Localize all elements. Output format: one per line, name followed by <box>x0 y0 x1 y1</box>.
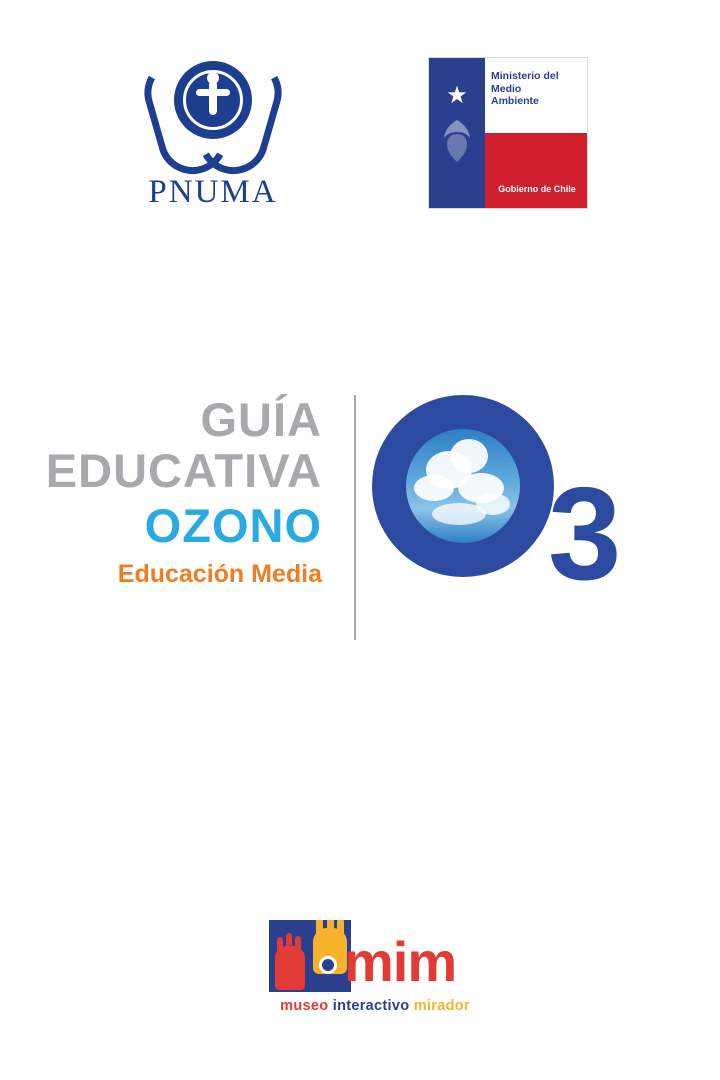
ministerio-title-line2: Medio <box>491 82 522 95</box>
ministerio-title <box>491 70 585 108</box>
top-logos-row <box>0 50 720 220</box>
ozone-subscript-three: 3 <box>548 460 622 607</box>
sky-clouds-photo <box>406 429 520 543</box>
pnuma-logo <box>133 55 293 215</box>
title-line-guia: GUÍA <box>200 393 322 446</box>
flag-blue-band <box>429 58 485 208</box>
ministerio-title-line3: Ambiente <box>491 95 539 107</box>
title-line-ozono: OZONO <box>144 499 322 552</box>
cloud-shape <box>476 493 510 515</box>
mim-logo <box>264 920 484 1030</box>
gobierno-de-chile-label: Gobierno de Chile <box>498 184 576 194</box>
mim-hands-block <box>269 920 351 992</box>
cloud-shape <box>450 439 488 473</box>
cover-title-block <box>0 395 720 665</box>
human-figure-icon <box>209 81 217 115</box>
ozone-letter-o-icon <box>372 395 554 577</box>
globe-icon <box>174 61 252 139</box>
title-line-educativa: EDUCATIVA <box>45 444 322 497</box>
title-subtitle-educacion-media: Educación Media <box>117 560 322 588</box>
mim-tagline <box>266 998 484 1014</box>
vertical-divider <box>354 395 356 640</box>
un-olive-wreath-emblem-icon <box>148 55 278 170</box>
ministerio-medio-ambiente-logo <box>428 57 588 209</box>
mim-tagline-word1: museo <box>280 998 329 1014</box>
mim-tagline-word3: mirador <box>413 998 470 1014</box>
cloud-shape <box>414 475 454 501</box>
red-hand-icon <box>275 946 305 990</box>
title-text-group <box>0 395 340 593</box>
chile-star-icon: ★ <box>446 82 468 109</box>
ozone-mark <box>372 395 672 645</box>
ministerio-title-line1: Ministerio del <box>491 70 559 82</box>
blue-dot-icon <box>319 956 337 974</box>
coat-of-arms-icon <box>437 116 477 164</box>
pnuma-label: PNUMA <box>148 174 278 210</box>
mim-tagline-word2: interactivo <box>332 998 410 1014</box>
mim-wordmark: mim <box>344 930 457 993</box>
